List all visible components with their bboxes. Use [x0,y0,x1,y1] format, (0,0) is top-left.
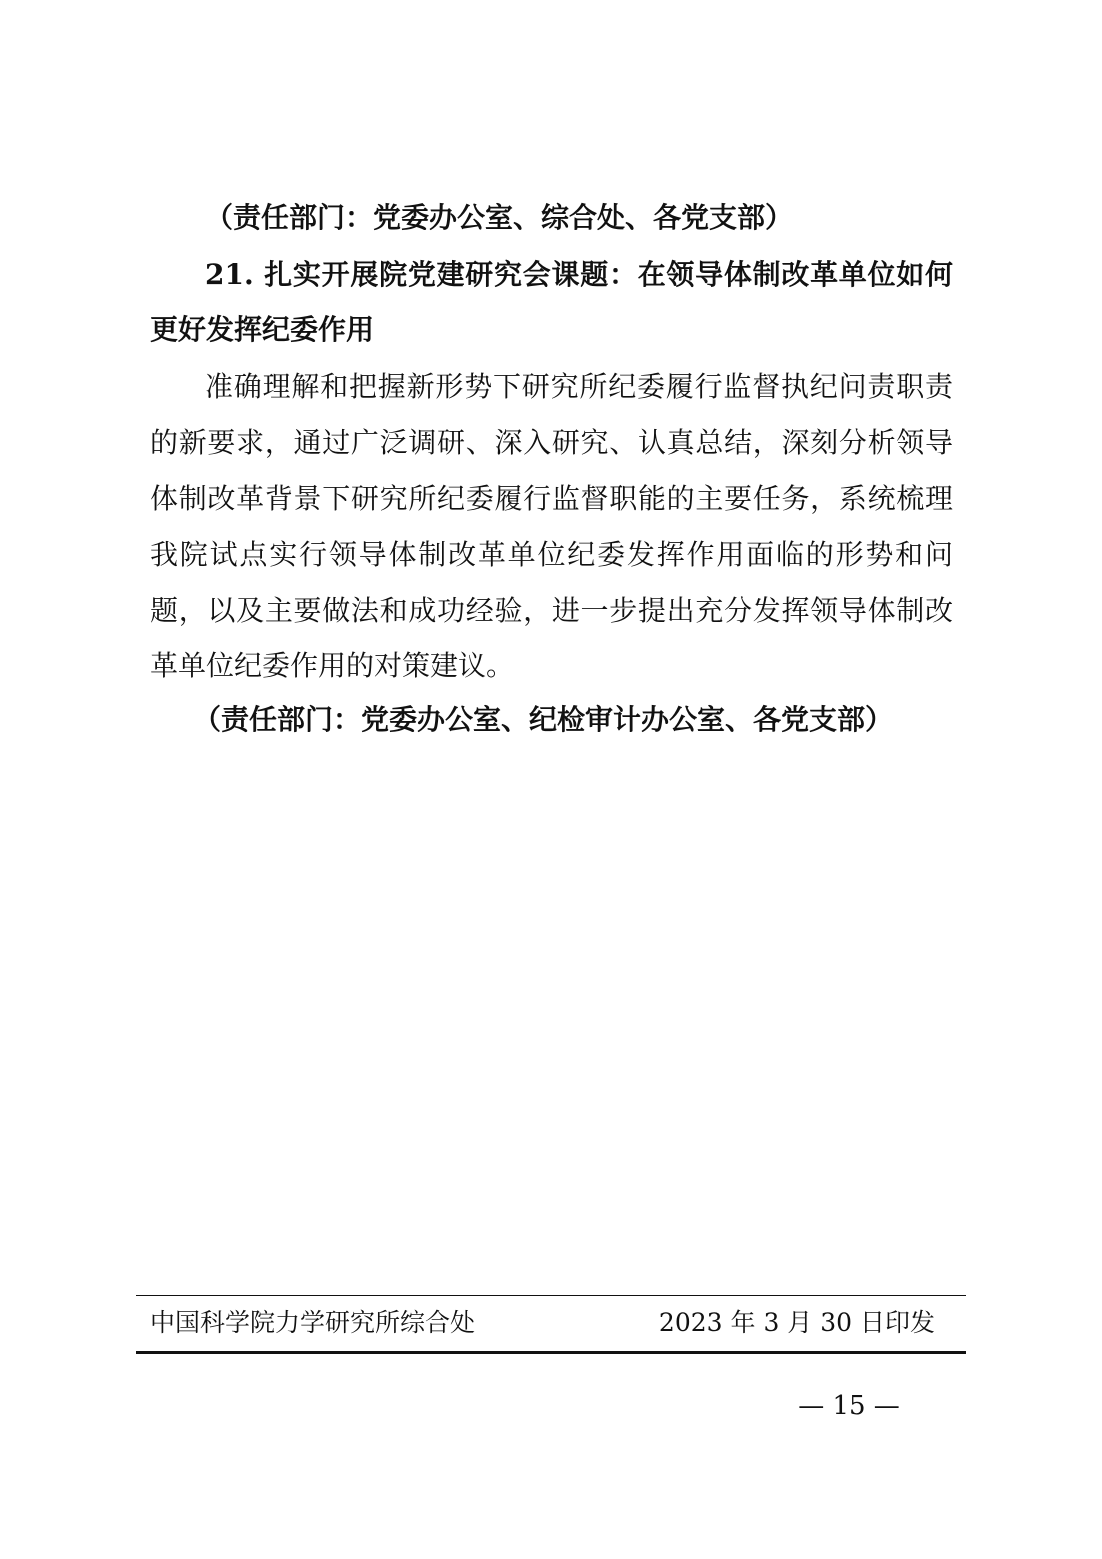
item-title-line: 21. 扎实开展院党建研究会课题：在领导体制改革单位如何 [205,258,953,291]
body-line: 革单位纪委作用的对策建议。 [150,649,515,682]
footer-issuer: 中国科学院力学研究所综合处 [150,1308,476,1337]
body-line: 的新要求，通过广泛调研、深入研究、认真总结，深刻分析领导 [150,426,953,459]
body-line: 我院试点实行领导体制改革单位纪委发挥作用面临的形势和问 [150,538,953,571]
page-number: — 15 — [798,1391,900,1421]
item-title-line: 更好发挥纪委作用 [150,313,375,346]
body-line: 准确理解和把握新形势下研究所纪委履行监督执纪问责职责 [205,370,953,403]
footer-date: 2023 年 3 月 30 日印发 [658,1308,935,1337]
body-line: 题，以及主要做法和成功经验，进一步提出充分发挥领导体制改 [150,594,953,627]
responsibility-line: （责任部门：党委办公室、纪检审计办公室、各党支部） [193,703,894,736]
footer-bottom-rule [136,1351,966,1354]
footer-top-rule [136,1295,966,1296]
responsibility-line: （责任部门：党委办公室、综合处、各党支部） [205,201,794,234]
body-line: 体制改革背景下研究所纪委履行监督职能的主要任务，系统梳理 [150,482,953,515]
